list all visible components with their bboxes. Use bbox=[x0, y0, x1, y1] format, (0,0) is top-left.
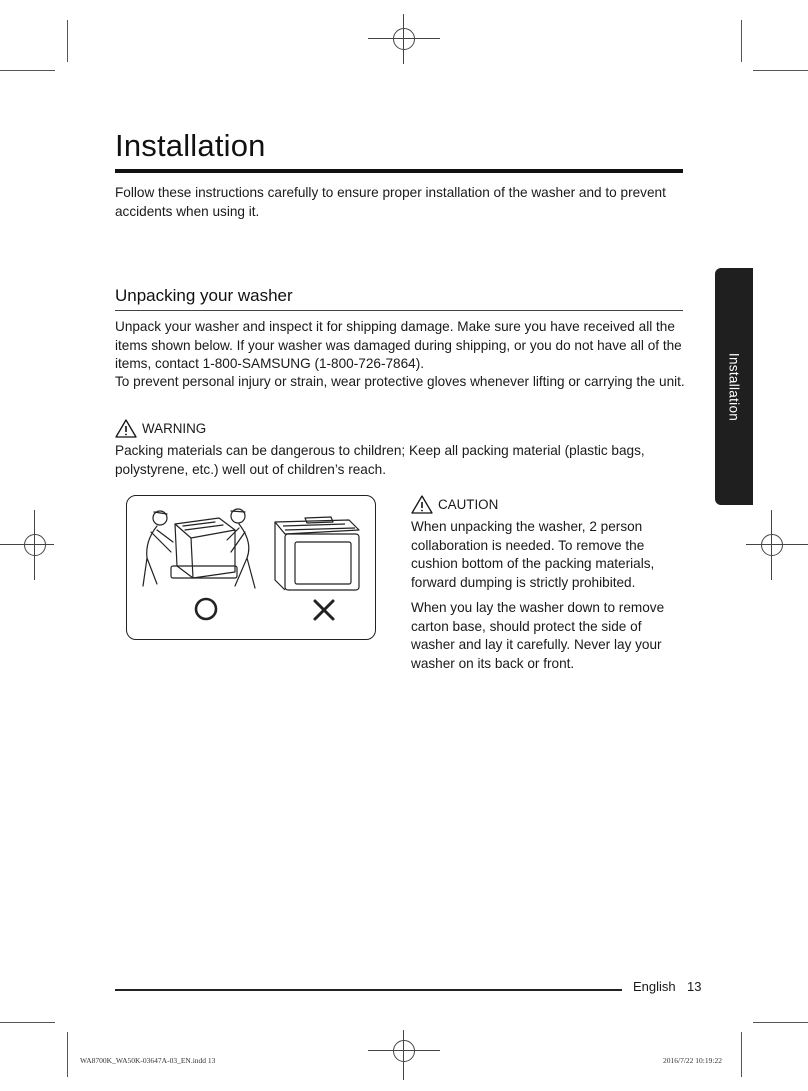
crop-mark bbox=[741, 20, 742, 62]
side-tab-label: Installation bbox=[726, 352, 742, 421]
title-rule bbox=[115, 169, 683, 173]
page-number: 13 bbox=[687, 979, 702, 994]
crop-mark bbox=[67, 1032, 68, 1077]
correct-mark-icon bbox=[196, 599, 216, 619]
unpacking-illustration bbox=[126, 495, 376, 640]
footer-rule bbox=[115, 989, 622, 991]
intro-text: Follow these instructions carefully to ensure proper installation of the washer and to prevent accidents when using it. bbox=[115, 185, 666, 219]
print-slug-file: WA8700K_WA50K-03647A-03_EN.indd 13 bbox=[80, 1056, 216, 1065]
caution-text-2: When you lay the washer down to remove carton base, should protect the side of washer and lay it carefully. Never lay your washer on its back or front. bbox=[411, 600, 665, 671]
warning-heading bbox=[115, 419, 206, 438]
warning-label: WARNING bbox=[142, 421, 207, 436]
gloves-paragraph: To prevent personal injury or strain, wear protective gloves whenever lifting or carrying the unit. bbox=[115, 374, 685, 389]
prohibited-mark-icon bbox=[315, 601, 333, 619]
crop-mark bbox=[753, 1022, 808, 1023]
section-rule bbox=[115, 310, 683, 311]
crop-mark bbox=[753, 70, 808, 71]
caution-text-1: When unpacking the washer, 2 person collaboration is needed. To remove the cushion bottom of the packing materials, forward dumping is strictly prohibited. bbox=[411, 519, 655, 590]
footer-language: English bbox=[633, 979, 676, 994]
crop-mark bbox=[741, 1032, 742, 1077]
crop-mark bbox=[67, 20, 68, 62]
caution-heading bbox=[411, 495, 498, 514]
caution-label: CAUTION bbox=[438, 497, 499, 512]
crop-mark bbox=[0, 70, 55, 71]
side-tab bbox=[715, 268, 753, 505]
warning-icon bbox=[115, 419, 137, 438]
unpacking-drawing bbox=[127, 496, 375, 639]
warning-text: Packing materials can be dangerous to children; Keep all packing material (plastic bags, polystyrene, etc.) well out of children’s reach. bbox=[115, 443, 645, 477]
print-slug-date: 2016/7/22 10:19:22 bbox=[663, 1056, 722, 1065]
section-heading: Unpacking your washer bbox=[115, 286, 293, 305]
caution-icon bbox=[411, 495, 433, 514]
unpack-paragraph: Unpack your washer and inspect it for shipping damage. Make sure you have received all the items shown below. If your washer was damaged during shipping, or you do not have all of the items, contact 1-800-SAMSUNG (1-800-726-7864). bbox=[115, 319, 682, 371]
crop-mark bbox=[0, 1022, 55, 1023]
page-title: Installation bbox=[115, 128, 266, 163]
